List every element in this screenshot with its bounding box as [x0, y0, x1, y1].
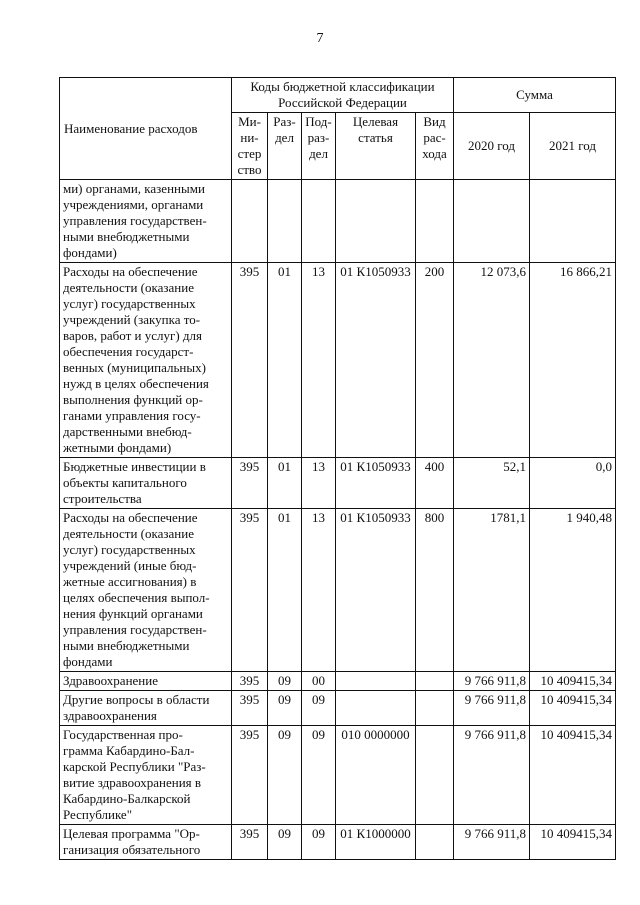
row-name: Целевая программа "Ор- ганизация обязательного: [60, 825, 232, 860]
row-2020: [454, 180, 530, 263]
row-section: 09: [268, 726, 302, 825]
row-2021: [530, 180, 616, 263]
row-2021: 16 866,21: [530, 263, 616, 458]
row-ministry: 395: [232, 691, 268, 726]
row-2020: 9 766 911,8: [454, 825, 530, 860]
page-number: 7: [316, 31, 324, 46]
row-name: Государственная про- грамма Кабардино-Бал- карской Республики "Раз- витие здравоохранения в Кабардино-Балкарской Республике": [60, 726, 232, 825]
row-subsection: 09: [302, 691, 336, 726]
row-2020: 1781,1: [454, 509, 530, 672]
header-sum-group: Сумма: [454, 78, 616, 113]
row-subsection: 09: [302, 726, 336, 825]
row-type: [416, 825, 454, 860]
row-2021: 10 409415,34: [530, 691, 616, 726]
row-2020: 9 766 911,8: [454, 726, 530, 825]
header-name: Наименование расходов: [60, 78, 232, 180]
table-row: [60, 509, 616, 672]
row-target: 01 К1050933: [336, 458, 416, 509]
row-section: [268, 180, 302, 263]
table-row: [60, 726, 616, 825]
row-2021: 10 409415,34: [530, 726, 616, 825]
row-type: [416, 672, 454, 691]
row-2020: 52,1: [454, 458, 530, 509]
row-2020: 9 766 911,8: [454, 691, 530, 726]
row-name: Расходы на обеспечение деятельности (оказание услуг) государственных учреждений (иные бюд- жетные ассигнования) в целях обеспечения выпол- нения функций органами управления государствен- ными внебюджетными фондами: [60, 509, 232, 672]
row-name: Бюджетные инвестиции в объекты капитального строительства: [60, 458, 232, 509]
row-section: 01: [268, 263, 302, 458]
row-subsection: 13: [302, 263, 336, 458]
row-target: 01 К1050933: [336, 263, 416, 458]
row-ministry: 395: [232, 672, 268, 691]
budget-table: [59, 77, 616, 860]
table-row: [60, 263, 616, 458]
row-name: Расходы на обеспечение деятельности (оказание услуг) государственных учреждений (закупка то- варов, работ и услуг) для обеспечения государст- венных (муниципальных) нужд в целях обеспечения выполнения функций ор- ганами управления госу- дарственными внебюд- жетными фондами): [60, 263, 232, 458]
row-type: 800: [416, 509, 454, 672]
row-2020: 12 073,6: [454, 263, 530, 458]
row-2021: 10 409415,34: [530, 825, 616, 860]
row-2021: 0,0: [530, 458, 616, 509]
row-ministry: 395: [232, 509, 268, 672]
row-name: ми) органами, казенными учреждениями, органами управления государствен- ными внебюджетными фондами): [60, 180, 232, 263]
table-row: [60, 691, 616, 726]
row-subsection: 09: [302, 825, 336, 860]
row-target: 010 0000000: [336, 726, 416, 825]
row-target: [336, 691, 416, 726]
row-target: [336, 180, 416, 263]
row-section: 01: [268, 509, 302, 672]
row-ministry: 395: [232, 263, 268, 458]
row-ministry: 395: [232, 726, 268, 825]
row-2021: 1 940,48: [530, 509, 616, 672]
row-2021: 10 409415,34: [530, 672, 616, 691]
table-row: [60, 180, 616, 263]
row-type: [416, 180, 454, 263]
row-subsection: 13: [302, 458, 336, 509]
row-subsection: [302, 180, 336, 263]
table-row: [60, 672, 616, 691]
row-type: [416, 691, 454, 726]
header-section: Раз- дел: [268, 113, 302, 180]
row-type: [416, 726, 454, 825]
row-ministry: [232, 180, 268, 263]
row-section: 09: [268, 672, 302, 691]
row-name: Здравоохранение: [60, 672, 232, 691]
row-target: 01 К1050933: [336, 509, 416, 672]
row-ministry: 395: [232, 458, 268, 509]
header-2021: 2021 год: [530, 113, 616, 180]
header-type: Вид рас- хода: [416, 113, 454, 180]
header-codes-group: Коды бюджетной классификации Российской Федерации: [232, 78, 454, 113]
row-name: Другие вопросы в области здравоохранения: [60, 691, 232, 726]
row-section: 09: [268, 691, 302, 726]
table-row: [60, 825, 616, 860]
row-ministry: 395: [232, 825, 268, 860]
row-section: 01: [268, 458, 302, 509]
row-2020: 9 766 911,8: [454, 672, 530, 691]
header-ministry: Ми- ни- стер ство: [232, 113, 268, 180]
header-target: Целевая статья: [336, 113, 416, 180]
header-2020: 2020 год: [454, 113, 530, 180]
row-subsection: 13: [302, 509, 336, 672]
row-target: 01 К1000000: [336, 825, 416, 860]
table-row: [60, 458, 616, 509]
row-section: 09: [268, 825, 302, 860]
header-subsection: Под- раз- дел: [302, 113, 336, 180]
row-type: 200: [416, 263, 454, 458]
row-target: [336, 672, 416, 691]
row-type: 400: [416, 458, 454, 509]
row-subsection: 00: [302, 672, 336, 691]
